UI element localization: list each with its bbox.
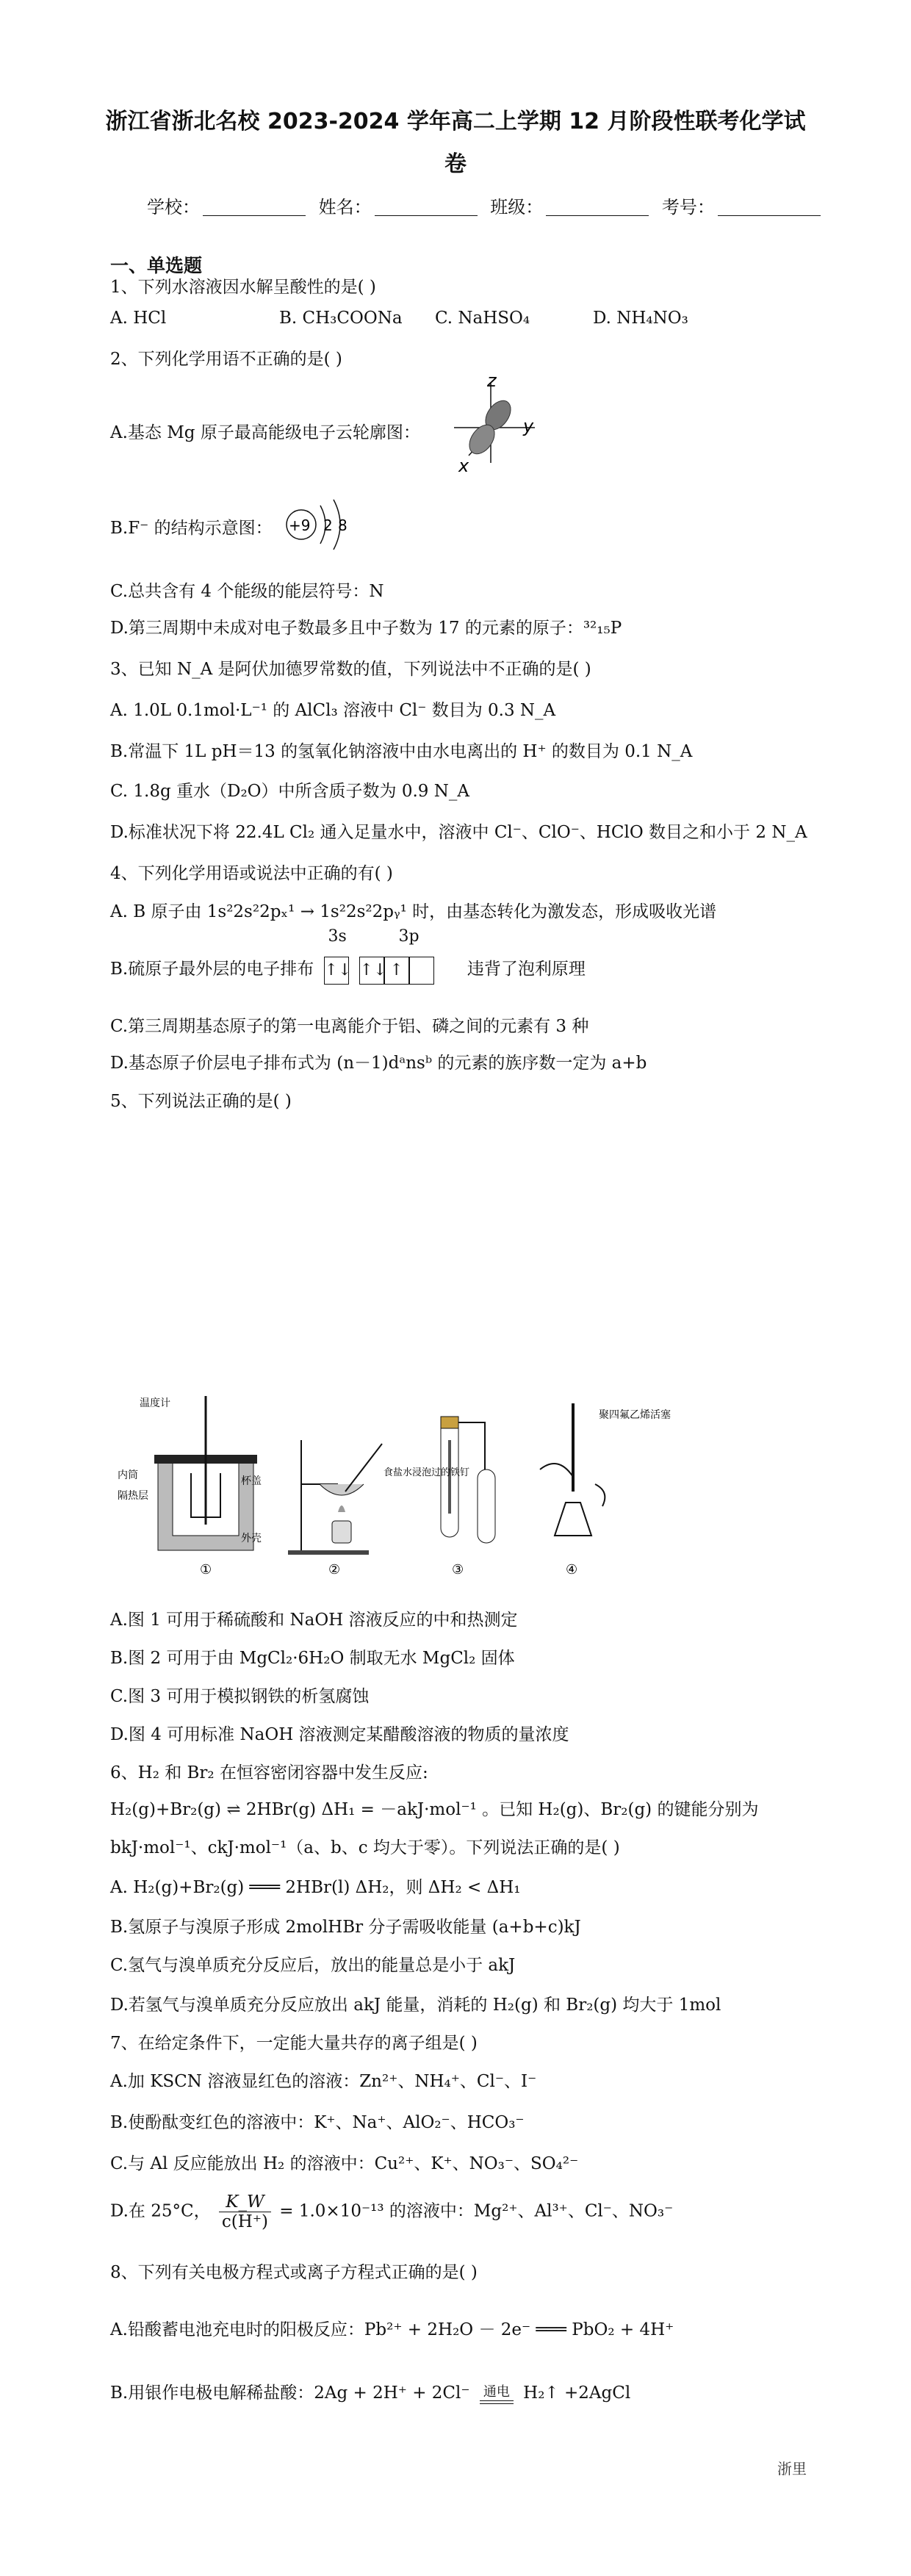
q2-option-c: C.总共含有 4 个能级的能层符号：N [110,582,384,601]
q8-stem: 8、下列有关电极方程式或离子方程式正确的是( ) [110,2263,478,2282]
insulation-label: 隔热层 [118,1490,148,1502]
q4-option-b-prefix: B.硫原子最外层的电子排布 [110,960,314,979]
number-label: 考号： [661,197,715,217]
q3-stem: 3、已知 N_A 是阿伏加德罗常数的值，下列说法中不正确的是( ) [110,660,591,679]
shell-2-count: 8 [338,517,348,534]
q8-option-b-prefix: B.用银作电极电解稀盐酸：2Ag + 2H⁺ + 2Cl⁻ [110,2383,470,2403]
cover-label: 杯盖 [241,1475,262,1487]
q5-option-a: A.图 1 可用于稀硫酸和 NaOH 溶液反应的中和热测定 [110,1611,518,1630]
fraction-numerator: K_W [219,2192,271,2212]
electrolysis-arrow [480,2384,514,2404]
orbital-boxes [324,927,458,983]
q2-stem: 2、下列化学用语不正确的是( ) [110,350,342,369]
q4-option-c: C.第三周期基态原子的第一电离能介于铝、磷之间的元素有 3 种 [110,1017,589,1036]
name-blank[interactable] [375,199,478,216]
q3-option-b: B.常温下 1L pH＝13 的氢氧化钠溶液中由水电离出的 H⁺ 的数目为 0.1 N_A [110,742,693,761]
q5-stem: 5、下列说法正确的是( ) [110,1092,292,1111]
figure-3-corrosion [384,1417,495,1577]
q7-option-a: A.加 KSCN 溶液显红色的溶液：Zn²⁺、NH₄⁺、Cl⁻、I⁻ [110,2072,537,2091]
q6-option-a: A. H₂(g)+Br₂(g) ═══ 2HBr(l) ΔH₂，则 ΔH₂ < ΔH₁ [110,1878,521,1897]
q6-equation: H₂(g)+Br₂(g) ⇌ 2HBr(g) ΔH₁ = －akJ·mol⁻¹ 。已知 H₂(g)、Br₂(g) 的键能分别为 [110,1800,759,1819]
kw-fraction [219,2192,271,2231]
student-info [147,193,828,218]
axis-y-label: y [523,416,534,436]
name-label: 姓名： [318,197,372,217]
figure-4-titration [540,1403,671,1577]
q2-option-b: B.F⁻ 的结构示意图： [110,519,273,538]
page-footer: 浙里 [777,2460,807,2478]
q4-option-d: D.基态原子价层电子排布式为 (n－1)dᵃnsᵇ 的元素的族序数一定为 a+b [110,1054,647,1073]
school-label: 学校： [147,197,200,217]
q1-options [110,309,688,328]
q1-option-b: B. CH₃COONa [279,309,403,328]
q8-option-a: A.铅酸蓄电池充电时的阳极反应：Pb²⁺ + 2H₂O － 2e⁻ ═══ PbO₂ + 4H⁺ [110,2320,674,2339]
q6-equation-continued: bkJ·mol⁻¹、ckJ·mol⁻¹（a、b、c 均大于零）。下列说法正确的是( ) [110,1838,620,1857]
title-line-2: 卷 [444,151,467,177]
q3-option-c: C. 1.8g 重水（D₂O）中所含质子数为 0.9 N_A [110,782,469,801]
nail-label-line: 食盐水浸泡过的铁钉 [384,1467,470,1478]
q7-option-b: B.使酚酞变红色的溶液中：K⁺、Na⁺、AlO₂⁻、HCO₃⁻ [110,2113,525,2132]
q1-stem: 1、下列水溶液因水解呈酸性的是( ) [110,278,376,297]
figure-1-number: ① [200,1562,212,1577]
electrolysis-condition: 通电 [483,2383,510,2400]
number-blank[interactable] [718,199,821,216]
thermometer-label: 温度计 [140,1397,170,1409]
q7-stem: 7、在给定条件下，一定能大量共存的离子组是( ) [110,2034,478,2053]
axis-z-label: z [487,375,497,391]
q8-option-b-suffix: H₂↑ +2AgCl [523,2383,631,2403]
fraction-denominator: c(H⁺) [221,2212,268,2231]
q5-option-c: C.图 3 可用于模拟钢铁的析氢腐蚀 [110,1687,370,1706]
class-blank[interactable] [546,199,649,216]
q5-option-d: D.图 4 可用标准 NaOH 溶液测定某醋酸溶液的物质的量浓度 [110,1725,569,1744]
figure-1-calorimeter [118,1396,262,1577]
fluoride-structure-diagram [278,492,359,558]
figure-4-number: ④ [566,1562,578,1577]
q4-option-b-suffix: 违背了泡利原理 [467,960,586,979]
school-blank[interactable] [203,199,306,216]
title-line-1: 浙江省浙北名校 2023-2024 学年高二上学期 12 月阶段性联考化学试 [105,109,806,134]
q4-stem: 4、下列化学用语或说法中正确的有( ) [110,864,393,883]
q3-option-a: A. 1.0L 0.1mol·L⁻¹ 的 AlCl₃ 溶液中 Cl⁻ 数目为 0.3 N_A [110,701,556,720]
q5-option-b: B.图 2 可用于由 MgCl₂·6H₂O 制取无水 MgCl₂ 固体 [110,1649,515,1668]
iron-nail-label [384,1467,469,1478]
q6-option-b: B.氢原子与溴原子形成 2molHBr 分子需吸收能量 (a+b+c)kJ [110,1918,581,1937]
q7-option-d-prefix: D.在 25°C， [110,2201,211,2221]
q6-option-d: D.若氢气与溴单质充分反应放出 akJ 能量，消耗的 H₂(g) 和 Br₂(g) 均大于 1mol [110,1996,721,2015]
inner-cylinder-label: 内筒 [118,1469,138,1481]
shell-1-count: 2 [323,517,333,534]
q7-option-d [110,2192,673,2231]
q2-option-d: D.第三周期中未成对电子数最多且中子数为 17 的元素的原子：³²₁₅P [110,619,622,638]
equals-sign [480,2400,514,2404]
q5-apparatus-figure [118,1381,698,1594]
section-title: 一、单选题 [110,255,203,276]
box-3p-1: ↑↓ [359,957,384,985]
q3-option-d: D.标准状况下将 22.4L Cl₂ 通入足量水中，溶液中 Cl⁻、ClO⁻、HClO 数目之和小于 2 N_A [110,823,807,842]
q1-option-a: A. HCl [110,309,167,328]
axis-x-label: x [458,456,469,476]
ptfe-stopcock-label: 聚四氟乙烯活塞 [599,1409,671,1421]
box-3p-2: ↑ [384,957,409,985]
q8-option-b [110,2379,630,2404]
label-3s: 3s [328,927,347,946]
q7-option-d-suffix: = 1.0×10⁻¹³ 的溶液中：Mg²⁺、Al³⁺、Cl⁻、NO₃⁻ [279,2201,674,2221]
q6-option-c: C.氢气与溴单质充分反应后，放出的能量总是小于 akJ [110,1956,516,1975]
q6-stem: 6、H₂ 和 Br₂ 在恒容密闭容器中发生反应: [110,1763,428,1782]
figure-2-number: ② [328,1562,341,1577]
q7-option-c: C.与 Al 反应能放出 H₂ 的溶液中：Cu²⁺、K⁺、NO₃⁻、SO₄²⁻ [110,2154,579,2173]
q2-option-a: A.基态 Mg 原子最高能级电子云轮廓图： [110,423,420,442]
label-3p: 3p [398,927,420,946]
box-3p-3 [409,957,434,985]
box-3s: ↑↓ [324,957,349,985]
class-label: 班级： [490,197,544,217]
figure-3-number: ③ [452,1562,464,1577]
nucleus-charge: +9 [289,517,311,534]
q4-option-a: A. B 原子由 1s²2s²2pₓ¹ → 1s²2s²2pᵧ¹ 时，由基态转化为激发态，形成吸收光谱 [110,902,717,921]
outer-shell-label: 外壳 [241,1533,262,1544]
q1-option-d: D. NH₄NO₃ [593,309,688,328]
p-orbital-diagram [439,375,550,478]
q1-option-c: C. NaHSO₄ [435,309,530,328]
figure-2-evaporation [288,1440,382,1577]
q4-option-b [110,927,586,983]
